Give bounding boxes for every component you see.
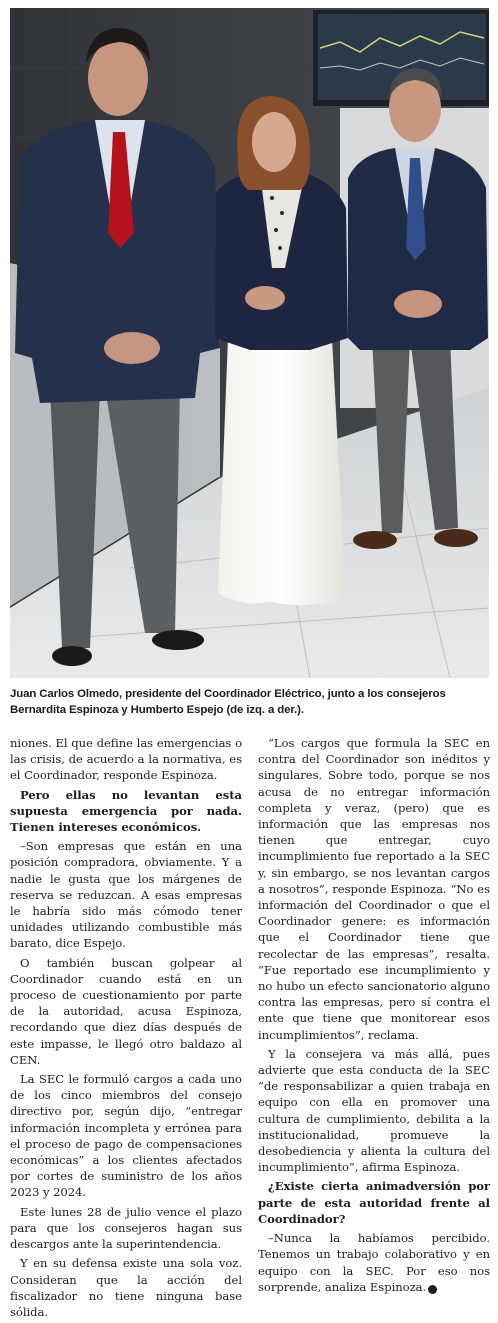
photo-of-three-people-illustration bbox=[10, 8, 489, 678]
article-column-right bbox=[258, 735, 490, 1298]
final-paragraph-text: –Nunca la habíamos percibido. Tenemos un trabajo colaborativo y en equipo con la SEC. Por eso nos sorprende, analiza Espinoza. bbox=[258, 1231, 490, 1294]
paragraph: La SEC le formuló cargos a cada uno de los cinco miembros del consejo directivo por, según dijo, “entregar información incompleta y errónea para el proceso de pago de compensaciones económicas” a los clientes afectados por cortes de suministro de los años 2023 y 2024. bbox=[10, 1072, 242, 1200]
paragraph: –Son empresas que están en una posición compradora, obviamente. Y a nadie le gusta que los márgenes de reserva se reduzcan. A esas empresas le habría sido más cómodo tener unidades utilizando combustible más barato, dice Espejo. bbox=[10, 839, 242, 951]
paragraph: niones. El que define las emergencias o las crisis, de acuerdo a la normativa, es el Coordinador, responde Espinoza. bbox=[10, 736, 242, 783]
news-photo bbox=[10, 8, 489, 678]
paragraph: Este lunes 28 de julio vence el plazo para que los consejeros hagan sus descargos ante la superintendencia. bbox=[10, 1204, 242, 1252]
interview-question: Pero ellas no levantan esta supuesta emergencia por nada. Tienen intereses económicos. bbox=[10, 787, 242, 835]
paragraph: Y la consejera va más allá, pues advierte que esta conducta de la SEC “de responsabilizar a quien trabaja en equipo con ella en promover una cultura de cumplimiento, debilita a la institucionalidad, promueve la desobediencia y alienta la cultura del incumplimiento”, afirma Espinoza. bbox=[258, 1046, 490, 1175]
interview-question: ¿Existe cierta animadversión por parte de esta autoridad frente al Coordinador? bbox=[258, 1179, 490, 1226]
paragraph-final bbox=[258, 1230, 490, 1295]
end-of-article-icon: ● bbox=[428, 1285, 437, 1294]
paragraph: Y en su defensa existe una sola voz. Consideran que la acción del fiscalizador no tiene ninguna base sólida. bbox=[10, 1256, 242, 1319]
paragraph: “Los cargos que formula la SEC en contra del Coordinador son inéditos y singulares. Sobre todo, porque se nos acusa de no entregar información completa y veraz, (pero) que es información que las empresas nos tienen que entregar, cuyo incumplimiento fue reportado a la SEC y, sin embargo, se nos levantan cargos a nosotros”, responde Espinoza. “No es información del Coordinador o que el Coordinador genere: es información que el Coordinador tiene que recolectar de las empresas”, resalta. “Fue reportado ese incumplimiento y no hubo un efecto sancionatorio alguno contra las empresas, pero sí contra el ente que tiene que monitorear esos incumplimientos”, reclama. bbox=[258, 736, 490, 1042]
paragraph: O también buscan golpear al Coordinador cuando está en un proceso de cuestionamiento por parte de la autoridad, acusa Espinoza, recordando que diez días después de este impasse, le llegó otro baldazo al CEN. bbox=[10, 955, 242, 1067]
photo-caption: Juan Carlos Olmedo, presidente del Coordinador Eléctrico, junto a los consejeros Bernardita Espinoza y Humberto Espejo (de izq. a der.). bbox=[10, 688, 446, 716]
article-column-left bbox=[10, 735, 242, 1323]
